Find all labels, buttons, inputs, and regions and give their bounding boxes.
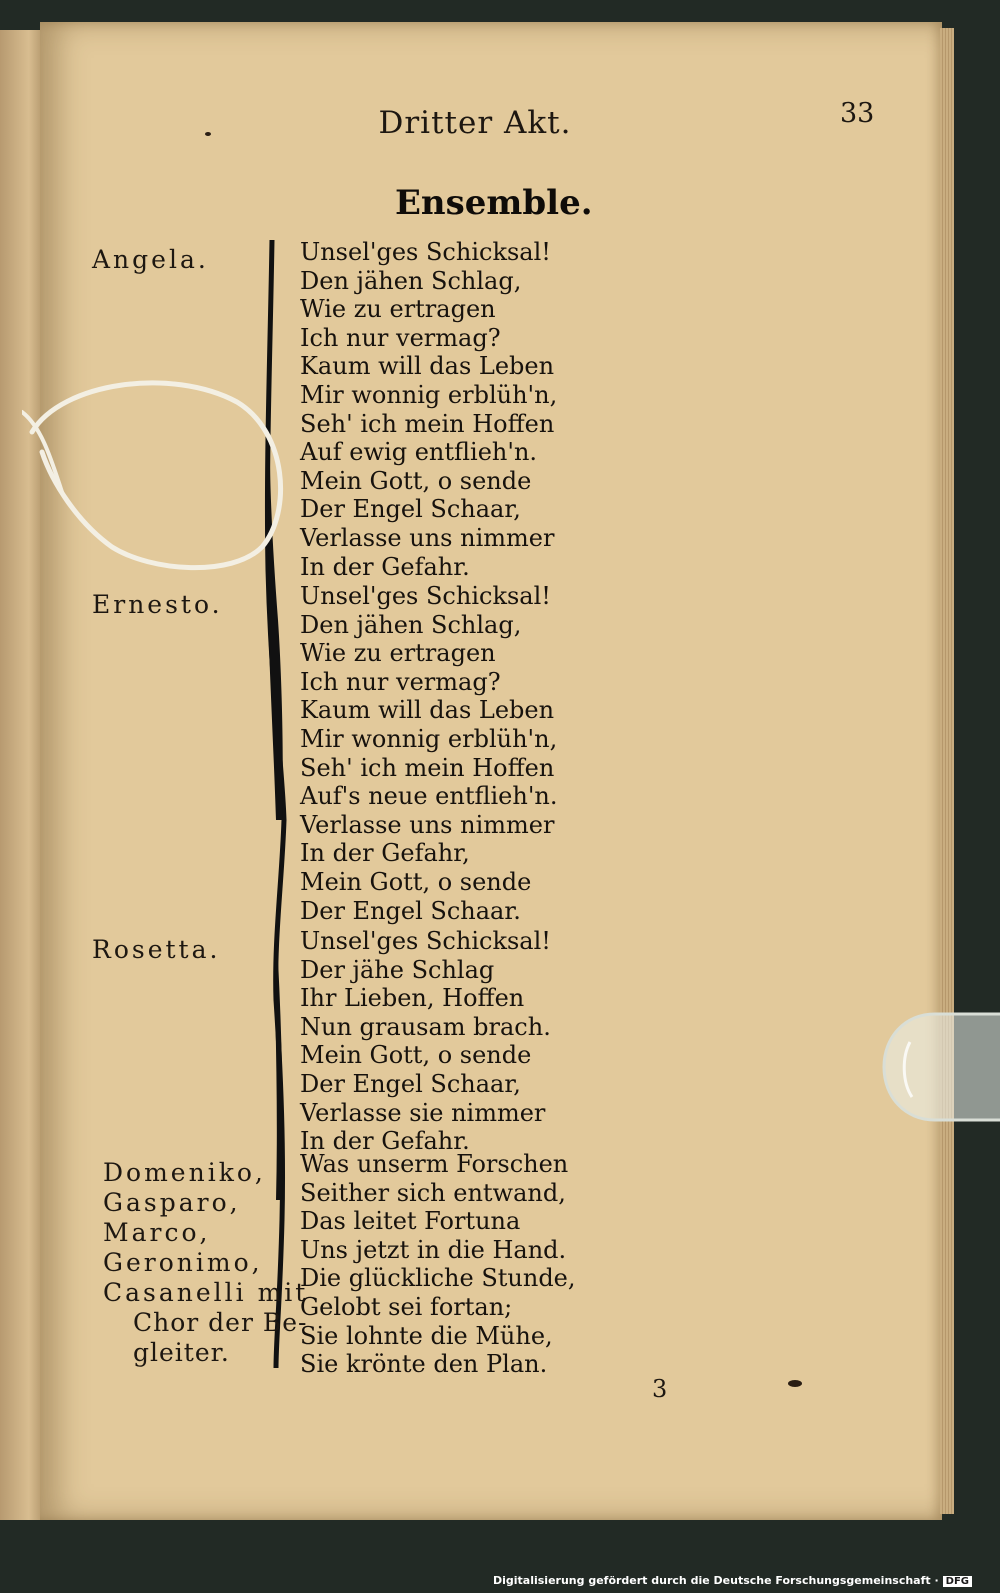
- verse-line: Seh' ich mein Hoffen: [300, 753, 555, 782]
- verse-line: Die glückliche Stunde,: [300, 1264, 576, 1293]
- verse-line: Kaum will das Leben: [300, 352, 555, 381]
- verse-line: Seither sich entwand,: [300, 1178, 566, 1207]
- verse-line: Der Engel Schaar.: [300, 896, 521, 925]
- verse-group: [300, 1150, 576, 1379]
- verse-line: Auf's neue entflieh'n.: [300, 782, 558, 811]
- verse-line: Gelobt sei fortan;: [300, 1292, 513, 1321]
- verse-line: Uns jetzt in die Hand.: [300, 1235, 567, 1264]
- speaker-name: Gasparo,: [103, 1188, 241, 1217]
- verse-line: In der Gefahr.: [300, 1127, 470, 1156]
- verse-line: Verlasse sie nimmer: [300, 1098, 546, 1127]
- verse-angela: [300, 238, 557, 581]
- page-clip: [880, 1012, 1000, 1122]
- verse-line: Sie krönte den Plan.: [300, 1350, 548, 1379]
- verse-line: Den jähen Schlag,: [300, 610, 522, 639]
- verse-line: Unsel'ges Schicksal!: [300, 238, 551, 266]
- ink-spot: [205, 132, 211, 136]
- verse-line: Kaum will das Leben: [300, 696, 555, 725]
- verse-line: Mir wonnig erblüh'n,: [300, 380, 558, 409]
- verse-line: Seh' ich mein Hoffen: [300, 409, 555, 438]
- verse-line: Wie zu ertragen: [300, 295, 496, 324]
- running-title: Dritter Akt.: [378, 105, 572, 141]
- verse-line: Unsel'ges Schicksal!: [300, 927, 551, 955]
- verse-line: Wie zu ertragen: [300, 639, 496, 668]
- ink-spot: [788, 1380, 802, 1387]
- verse-line: Auf ewig entflieh'n.: [300, 438, 538, 467]
- speaker-chorus: gleiter.: [133, 1338, 230, 1367]
- verse-line: Verlasse uns nimmer: [300, 523, 555, 552]
- verse-line: Verlasse uns nimmer: [300, 810, 555, 839]
- verse-ernesto: [300, 582, 558, 925]
- verse-line: Ich nur vermag?: [300, 667, 501, 696]
- verse-line: Nun grausam brach.: [300, 1012, 551, 1041]
- verse-line: Ihr Lieben, Hoffen: [300, 984, 525, 1013]
- verse-line: In der Gefahr,: [300, 839, 470, 868]
- verse-line: Der Engel Schaar,: [300, 495, 521, 524]
- speaker-name: Marco,: [103, 1218, 211, 1247]
- binding-string: [22, 372, 286, 572]
- verse-line: Unsel'ges Schicksal!: [300, 582, 551, 610]
- verse-line: Das leitet Fortuna: [300, 1207, 521, 1236]
- verse-line: In der Gefahr.: [300, 552, 470, 581]
- verse-line: Mein Gott, o sende: [300, 1041, 532, 1070]
- verse-line: Was unserm Forschen: [300, 1150, 569, 1178]
- dfg-logo: DFG: [943, 1576, 972, 1587]
- verse-line: Mir wonnig erblüh'n,: [300, 724, 558, 753]
- verse-line: Sie lohnte die Mühe,: [300, 1321, 553, 1350]
- speaker-angela: Angela.: [92, 245, 209, 274]
- verse-line: Der Engel Schaar,: [300, 1069, 521, 1098]
- speaker-name: Domeniko,: [103, 1158, 266, 1187]
- section-heading: Ensemble.: [395, 183, 593, 223]
- page-number: 33: [840, 98, 875, 129]
- speaker-rosetta: Rosetta.: [92, 935, 221, 964]
- page-stack-edge: [940, 28, 954, 1514]
- speaker-group: [103, 1158, 308, 1368]
- verse-line: Den jähen Schlag,: [300, 266, 522, 295]
- verse-rosetta: [300, 927, 551, 1156]
- speaker-name: Geronimo,: [103, 1248, 263, 1277]
- verse-line: Ich nur vermag?: [300, 323, 501, 352]
- speaker-name: Casanelli mit: [103, 1278, 309, 1307]
- speaker-chorus: Chor der Be-: [133, 1308, 308, 1337]
- verse-line: Der jähe Schlag: [300, 955, 495, 984]
- credit-text: Digitalisierung gefördert durch die Deutsche Forschungsgemeinschaft ·: [492, 1574, 939, 1587]
- signature-mark: 3: [652, 1375, 668, 1403]
- verse-line: Mein Gott, o sende: [300, 466, 532, 495]
- verse-line: Mein Gott, o sende: [300, 867, 532, 896]
- speaker-ernesto: Ernesto.: [92, 590, 223, 619]
- digitization-credit: [493, 1574, 972, 1587]
